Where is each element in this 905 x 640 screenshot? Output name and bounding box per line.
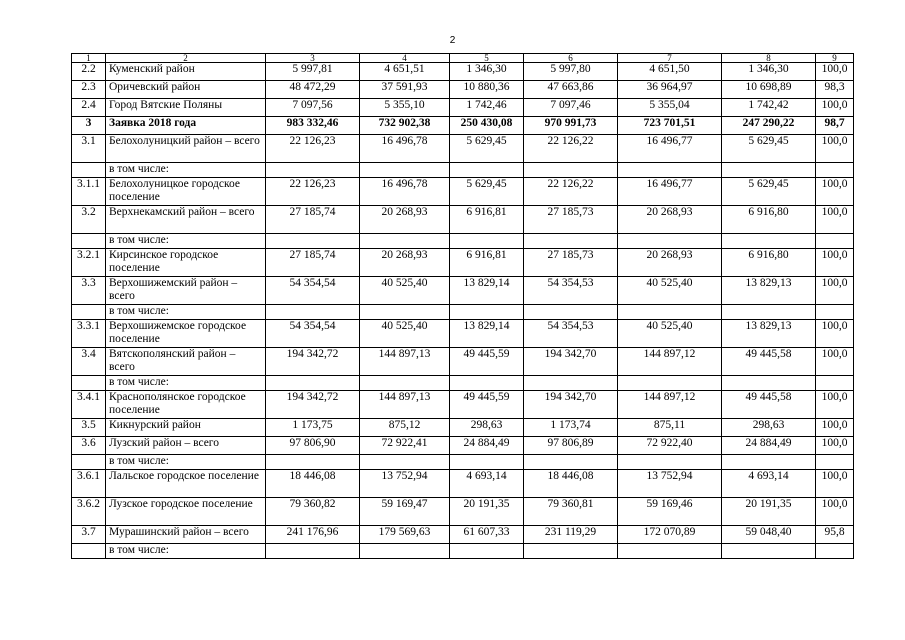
row-number: 3.6.1 xyxy=(72,470,106,498)
cell-col4: 144 897,13 xyxy=(360,391,450,419)
column-number: 9 xyxy=(816,54,854,63)
cell-col5: 13 829,14 xyxy=(450,277,524,305)
row-number xyxy=(72,305,106,320)
cell-col6: 54 354,53 xyxy=(524,320,618,348)
cell-col4: 5 355,10 xyxy=(360,99,450,117)
row-number xyxy=(72,234,106,249)
table-row xyxy=(72,455,854,470)
table-row xyxy=(72,234,854,249)
cell-col4 xyxy=(360,376,450,391)
row-number: 3.1 xyxy=(72,135,106,163)
row-name: Мурашинский район – всего xyxy=(106,526,266,544)
cell-col6: 194 342,70 xyxy=(524,391,618,419)
cell-col3 xyxy=(266,234,360,249)
cell-col7: 40 525,40 xyxy=(618,320,722,348)
row-number xyxy=(72,163,106,178)
column-number: 4 xyxy=(360,54,450,63)
cell-col4 xyxy=(360,305,450,320)
cell-col8 xyxy=(722,455,816,470)
row-number: 2.2 xyxy=(72,63,106,81)
cell-col9: 100,0 xyxy=(816,419,854,437)
cell-col5 xyxy=(450,163,524,178)
cell-col6: 97 806,89 xyxy=(524,437,618,455)
table-row xyxy=(72,249,854,277)
table-row xyxy=(72,305,854,320)
table-row xyxy=(72,178,854,206)
cell-col8: 59 048,40 xyxy=(722,526,816,544)
row-number: 3 xyxy=(72,117,106,135)
cell-col5: 250 430,08 xyxy=(450,117,524,135)
cell-col7: 40 525,40 xyxy=(618,277,722,305)
cell-col4 xyxy=(360,455,450,470)
cell-col7 xyxy=(618,234,722,249)
cell-col7 xyxy=(618,305,722,320)
cell-col9: 100,0 xyxy=(816,178,854,206)
table-row xyxy=(72,206,854,234)
cell-col9: 100,0 xyxy=(816,437,854,455)
cell-col8: 5 629,45 xyxy=(722,135,816,163)
row-number: 3.1.1 xyxy=(72,178,106,206)
table-row xyxy=(72,544,854,559)
cell-col7: 36 964,97 xyxy=(618,81,722,99)
table-row xyxy=(72,163,854,178)
row-name: в том числе: xyxy=(106,305,266,320)
cell-col4: 16 496,78 xyxy=(360,135,450,163)
row-name: Лузское городское поселение xyxy=(106,498,266,526)
cell-col9: 95,8 xyxy=(816,526,854,544)
row-name: в том числе: xyxy=(106,544,266,559)
cell-col8: 1 742,42 xyxy=(722,99,816,117)
cell-col7: 723 701,51 xyxy=(618,117,722,135)
cell-col8: 247 290,22 xyxy=(722,117,816,135)
cell-col4: 16 496,78 xyxy=(360,178,450,206)
cell-col3: 22 126,23 xyxy=(266,178,360,206)
table-row xyxy=(72,437,854,455)
cell-col7: 5 355,04 xyxy=(618,99,722,117)
cell-col6: 1 173,74 xyxy=(524,419,618,437)
row-number: 3.7 xyxy=(72,526,106,544)
cell-col8: 13 829,13 xyxy=(722,277,816,305)
cell-col7: 20 268,93 xyxy=(618,206,722,234)
table-row xyxy=(72,277,854,305)
cell-col5 xyxy=(450,305,524,320)
table-row xyxy=(72,391,854,419)
row-name: Краснополянское городское поселение xyxy=(106,391,266,419)
cell-col7: 16 496,77 xyxy=(618,178,722,206)
cell-col3: 194 342,72 xyxy=(266,391,360,419)
cell-col9: 98,3 xyxy=(816,81,854,99)
cell-col3: 54 354,54 xyxy=(266,277,360,305)
cell-col5: 5 629,45 xyxy=(450,178,524,206)
table-row xyxy=(72,376,854,391)
row-name: Вятскополянский район – всего xyxy=(106,348,266,376)
cell-col3: 27 185,74 xyxy=(266,249,360,277)
cell-col3: 7 097,56 xyxy=(266,99,360,117)
cell-col7: 144 897,12 xyxy=(618,391,722,419)
cell-col4: 20 268,93 xyxy=(360,249,450,277)
data-table xyxy=(71,53,854,559)
row-name: Кикнурский район xyxy=(106,419,266,437)
cell-col3: 22 126,23 xyxy=(266,135,360,163)
cell-col7: 20 268,93 xyxy=(618,249,722,277)
cell-col3 xyxy=(266,305,360,320)
cell-col5: 61 607,33 xyxy=(450,526,524,544)
cell-col8: 1 346,30 xyxy=(722,63,816,81)
cell-col3: 194 342,72 xyxy=(266,348,360,376)
table-row xyxy=(72,470,854,498)
cell-col8 xyxy=(722,163,816,178)
cell-col4: 144 897,13 xyxy=(360,348,450,376)
cell-col5: 6 916,81 xyxy=(450,249,524,277)
cell-col9: 100,0 xyxy=(816,63,854,81)
cell-col7: 59 169,46 xyxy=(618,498,722,526)
cell-col3: 1 173,75 xyxy=(266,419,360,437)
cell-col6: 194 342,70 xyxy=(524,348,618,376)
row-number: 3.4.1 xyxy=(72,391,106,419)
cell-col9: 100,0 xyxy=(816,320,854,348)
cell-col7: 4 651,50 xyxy=(618,63,722,81)
row-name: Белохолуницкий район – всего xyxy=(106,135,266,163)
cell-col7: 16 496,77 xyxy=(618,135,722,163)
row-name: Верхошижемский район – всего xyxy=(106,277,266,305)
cell-col9 xyxy=(816,163,854,178)
cell-col3: 97 806,90 xyxy=(266,437,360,455)
cell-col7: 875,11 xyxy=(618,419,722,437)
cell-col9: 100,0 xyxy=(816,249,854,277)
column-number: 5 xyxy=(450,54,524,63)
cell-col7 xyxy=(618,376,722,391)
row-name: Кирсинское городское поселение xyxy=(106,249,266,277)
cell-col8: 49 445,58 xyxy=(722,348,816,376)
cell-col4: 40 525,40 xyxy=(360,320,450,348)
row-number: 3.2.1 xyxy=(72,249,106,277)
row-number: 2.3 xyxy=(72,81,106,99)
table-row xyxy=(72,63,854,81)
cell-col6 xyxy=(524,455,618,470)
row-number: 3.4 xyxy=(72,348,106,376)
row-name: Куменский район xyxy=(106,63,266,81)
cell-col5 xyxy=(450,376,524,391)
cell-col9: 100,0 xyxy=(816,391,854,419)
cell-col5 xyxy=(450,234,524,249)
column-number: 2 xyxy=(106,54,266,63)
cell-col9 xyxy=(816,376,854,391)
cell-col4: 20 268,93 xyxy=(360,206,450,234)
cell-col5: 24 884,49 xyxy=(450,437,524,455)
column-number: 8 xyxy=(722,54,816,63)
row-name: в том числе: xyxy=(106,163,266,178)
row-name: Город Вятские Поляны xyxy=(106,99,266,117)
row-number: 3.6.2 xyxy=(72,498,106,526)
cell-col5: 298,63 xyxy=(450,419,524,437)
cell-col8: 5 629,45 xyxy=(722,178,816,206)
row-name: в том числе: xyxy=(106,234,266,249)
cell-col3 xyxy=(266,163,360,178)
cell-col8: 10 698,89 xyxy=(722,81,816,99)
column-number-row xyxy=(72,54,854,63)
cell-col6 xyxy=(524,376,618,391)
cell-col9: 100,0 xyxy=(816,206,854,234)
cell-col5: 49 445,59 xyxy=(450,391,524,419)
cell-col9: 100,0 xyxy=(816,470,854,498)
row-name: Оричевский район xyxy=(106,81,266,99)
cell-col5: 20 191,35 xyxy=(450,498,524,526)
cell-col6: 27 185,73 xyxy=(524,249,618,277)
cell-col4: 40 525,40 xyxy=(360,277,450,305)
column-number: 3 xyxy=(266,54,360,63)
cell-col8: 4 693,14 xyxy=(722,470,816,498)
cell-col8: 24 884,49 xyxy=(722,437,816,455)
cell-col3: 48 472,29 xyxy=(266,81,360,99)
table-row xyxy=(72,419,854,437)
cell-col6 xyxy=(524,305,618,320)
cell-col4: 732 902,38 xyxy=(360,117,450,135)
cell-col5: 6 916,81 xyxy=(450,206,524,234)
cell-col3 xyxy=(266,455,360,470)
cell-col6: 7 097,46 xyxy=(524,99,618,117)
cell-col6: 22 126,22 xyxy=(524,135,618,163)
cell-col8 xyxy=(722,305,816,320)
cell-col6 xyxy=(524,544,618,559)
cell-col4 xyxy=(360,163,450,178)
cell-col3: 241 176,96 xyxy=(266,526,360,544)
cell-col6: 18 446,08 xyxy=(524,470,618,498)
table-row xyxy=(72,526,854,544)
cell-col9 xyxy=(816,305,854,320)
row-number: 2.4 xyxy=(72,99,106,117)
cell-col3 xyxy=(266,544,360,559)
cell-col4 xyxy=(360,234,450,249)
row-name: Верхнекамский район – всего xyxy=(106,206,266,234)
cell-col4: 875,12 xyxy=(360,419,450,437)
cell-col7: 13 752,94 xyxy=(618,470,722,498)
cell-col9: 98,7 xyxy=(816,117,854,135)
cell-col8 xyxy=(722,234,816,249)
column-number: 6 xyxy=(524,54,618,63)
cell-col6: 27 185,73 xyxy=(524,206,618,234)
row-name: Лузский район – всего xyxy=(106,437,266,455)
cell-col6: 54 354,53 xyxy=(524,277,618,305)
cell-col9: 100,0 xyxy=(816,348,854,376)
table-row xyxy=(72,320,854,348)
row-number xyxy=(72,455,106,470)
cell-col6: 5 997,80 xyxy=(524,63,618,81)
cell-col9 xyxy=(816,544,854,559)
cell-col8 xyxy=(722,544,816,559)
row-name: в том числе: xyxy=(106,455,266,470)
cell-col7: 172 070,89 xyxy=(618,526,722,544)
cell-col8: 13 829,13 xyxy=(722,320,816,348)
cell-col6: 47 663,86 xyxy=(524,81,618,99)
cell-col5: 5 629,45 xyxy=(450,135,524,163)
cell-col4: 59 169,47 xyxy=(360,498,450,526)
cell-col5: 49 445,59 xyxy=(450,348,524,376)
cell-col9: 100,0 xyxy=(816,498,854,526)
table-row xyxy=(72,81,854,99)
cell-col3: 5 997,81 xyxy=(266,63,360,81)
row-number: 3.5 xyxy=(72,419,106,437)
cell-col3: 983 332,46 xyxy=(266,117,360,135)
row-name: Белохолуницкое городское поселение xyxy=(106,178,266,206)
cell-col4: 4 651,51 xyxy=(360,63,450,81)
cell-col5 xyxy=(450,455,524,470)
cell-col8: 20 191,35 xyxy=(722,498,816,526)
cell-col8 xyxy=(722,376,816,391)
cell-col5 xyxy=(450,544,524,559)
cell-col9 xyxy=(816,234,854,249)
cell-col3 xyxy=(266,376,360,391)
table-row xyxy=(72,498,854,526)
cell-col8: 298,63 xyxy=(722,419,816,437)
cell-col4 xyxy=(360,544,450,559)
cell-col9: 100,0 xyxy=(816,99,854,117)
cell-col3: 27 185,74 xyxy=(266,206,360,234)
cell-col4: 179 569,63 xyxy=(360,526,450,544)
row-number xyxy=(72,376,106,391)
cell-col6: 231 119,29 xyxy=(524,526,618,544)
cell-col5: 1 346,30 xyxy=(450,63,524,81)
cell-col4: 37 591,93 xyxy=(360,81,450,99)
cell-col7: 72 922,40 xyxy=(618,437,722,455)
cell-col3: 18 446,08 xyxy=(266,470,360,498)
cell-col5: 13 829,14 xyxy=(450,320,524,348)
row-name: в том числе: xyxy=(106,376,266,391)
cell-col5: 10 880,36 xyxy=(450,81,524,99)
cell-col9: 100,0 xyxy=(816,277,854,305)
row-name: Верхошижемское городское поселение xyxy=(106,320,266,348)
row-number: 3.3.1 xyxy=(72,320,106,348)
cell-col6: 79 360,81 xyxy=(524,498,618,526)
row-name: Заявка 2018 года xyxy=(106,117,266,135)
cell-col4: 13 752,94 xyxy=(360,470,450,498)
row-number: 3.2 xyxy=(72,206,106,234)
cell-col6 xyxy=(524,163,618,178)
row-number: 3.3 xyxy=(72,277,106,305)
cell-col8: 6 916,80 xyxy=(722,249,816,277)
row-number: 3.6 xyxy=(72,437,106,455)
table-row xyxy=(72,99,854,117)
cell-col7 xyxy=(618,544,722,559)
cell-col5: 4 693,14 xyxy=(450,470,524,498)
cell-col3: 79 360,82 xyxy=(266,498,360,526)
page-number: 2 xyxy=(449,35,456,46)
row-number xyxy=(72,544,106,559)
cell-col7 xyxy=(618,455,722,470)
cell-col7: 144 897,12 xyxy=(618,348,722,376)
cell-col9 xyxy=(816,455,854,470)
cell-col6 xyxy=(524,234,618,249)
cell-col7 xyxy=(618,163,722,178)
cell-col3: 54 354,54 xyxy=(266,320,360,348)
cell-col9: 100,0 xyxy=(816,135,854,163)
table-row xyxy=(72,135,854,163)
cell-col8: 6 916,80 xyxy=(722,206,816,234)
cell-col8: 49 445,58 xyxy=(722,391,816,419)
table-row xyxy=(72,117,854,135)
cell-col6: 22 126,22 xyxy=(524,178,618,206)
column-number: 1 xyxy=(72,54,106,63)
table-row xyxy=(72,348,854,376)
column-number: 7 xyxy=(618,54,722,63)
cell-col5: 1 742,46 xyxy=(450,99,524,117)
row-name: Лальское городское поселение xyxy=(106,470,266,498)
cell-col4: 72 922,41 xyxy=(360,437,450,455)
cell-col6: 970 991,73 xyxy=(524,117,618,135)
